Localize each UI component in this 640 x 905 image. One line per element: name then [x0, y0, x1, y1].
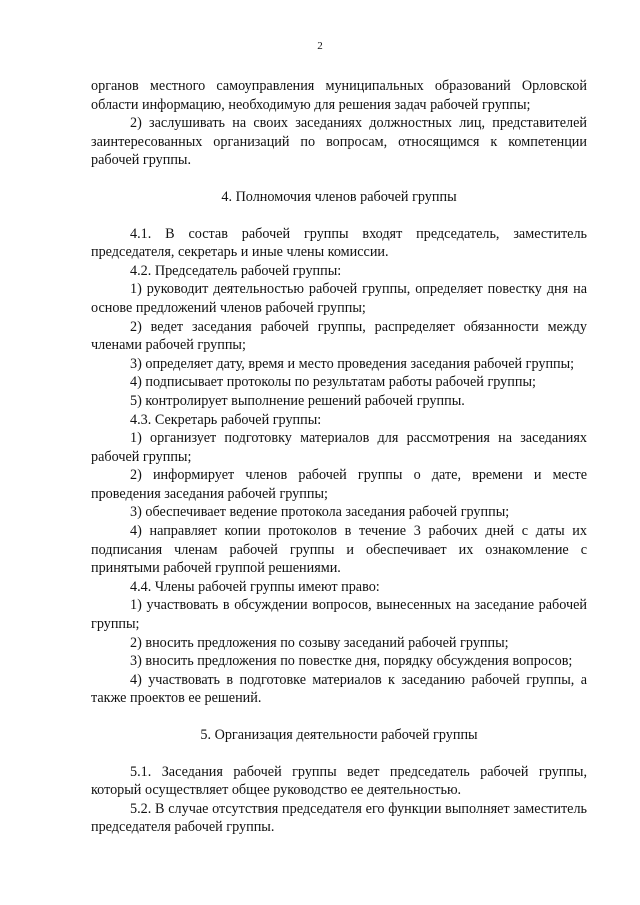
s4-paragraph: 1) руководит деятельностью рабочей группы, определяет повестку дня на основе предложений членов рабочей группы; [91, 281, 587, 316]
s5-paragraph: 5.2. В случае отсутствия председателя его функции выполняет заместитель председателя рабочей группы. [91, 800, 587, 836]
lead-paragraph-1: органов местного самоуправления муниципальных образований Орловской области информацию, необходимую для решения задач рабочей группы; [91, 78, 587, 113]
section-5-heading: 5. Организация деятельности рабочей группы [200, 727, 478, 743]
s4-paragraph: 4) подписывает протоколы по результатам работы рабочей группы; [130, 374, 536, 391]
s4-paragraph: 4.4. Члены рабочей группы имеют право: [130, 578, 380, 595]
page-number: 2 [317, 40, 323, 52]
s4-paragraph: 4.2. Председатель рабочей группы: [130, 262, 342, 279]
s4-paragraph: 3) определяет дату, время и место проведения заседания рабочей группы; [130, 355, 575, 372]
s4-paragraph: 4.3. Секретарь рабочей группы: [130, 411, 322, 428]
s4-paragraph: 3) обеспечивает ведение протокола заседания рабочей группы; [130, 504, 510, 521]
s4-paragraph: 1) участвовать в обсуждении вопросов, вынесенных на заседание рабочей группы; [91, 597, 587, 633]
section-4-heading: 4. Полномочия членов рабочей группы [221, 188, 457, 205]
s4-paragraph: 5) контролирует выполнение решений рабочей группы. [130, 392, 465, 409]
document-body [91, 77, 587, 837]
s4-paragraph: 3) вносить предложения по повестке дня, порядку обсуждения вопросов; [130, 653, 573, 670]
s4-paragraph: 4.1. В состав рабочей группы входят председатель, заместитель председателя, секретарь и иные члены комиссии. [91, 225, 587, 261]
s5-paragraph: 5.1. Заседания рабочей группы ведет председатель рабочей группы, который осуществляет общее руководство ее деятельностью. [91, 763, 587, 799]
lead-paragraph-2: 2) заслушивать на своих заседаниях должностных лиц, представителей заинтересованных организаций по вопросам, относящимся к компетенции рабочей группы. [91, 115, 587, 169]
s4-paragraph: 2) вносить предложения по созыву заседаний рабочей группы; [130, 634, 509, 651]
s4-paragraph: 1) организует подготовку материалов для рассмотрения на заседаниях рабочей группы; [91, 430, 587, 465]
s4-paragraph: 4) направляет копии протоколов в течение 3 рабочих дней с даты их подписания членам рабочей группы и обеспечивает их ознакомление с принятыми рабочей группой решениями. [91, 523, 587, 577]
s4-paragraph: 2) ведет заседания рабочей группы, распределяет обязанности между членами рабочей группы; [91, 318, 587, 354]
s4-paragraph: 4) участвовать в подготовке материалов к заседанию рабочей группы, а также проектов ее решений. [91, 671, 587, 707]
s4-paragraph: 2) информирует членов рабочей группы о дате, времени и месте проведения заседания рабочей группы; [91, 467, 587, 502]
